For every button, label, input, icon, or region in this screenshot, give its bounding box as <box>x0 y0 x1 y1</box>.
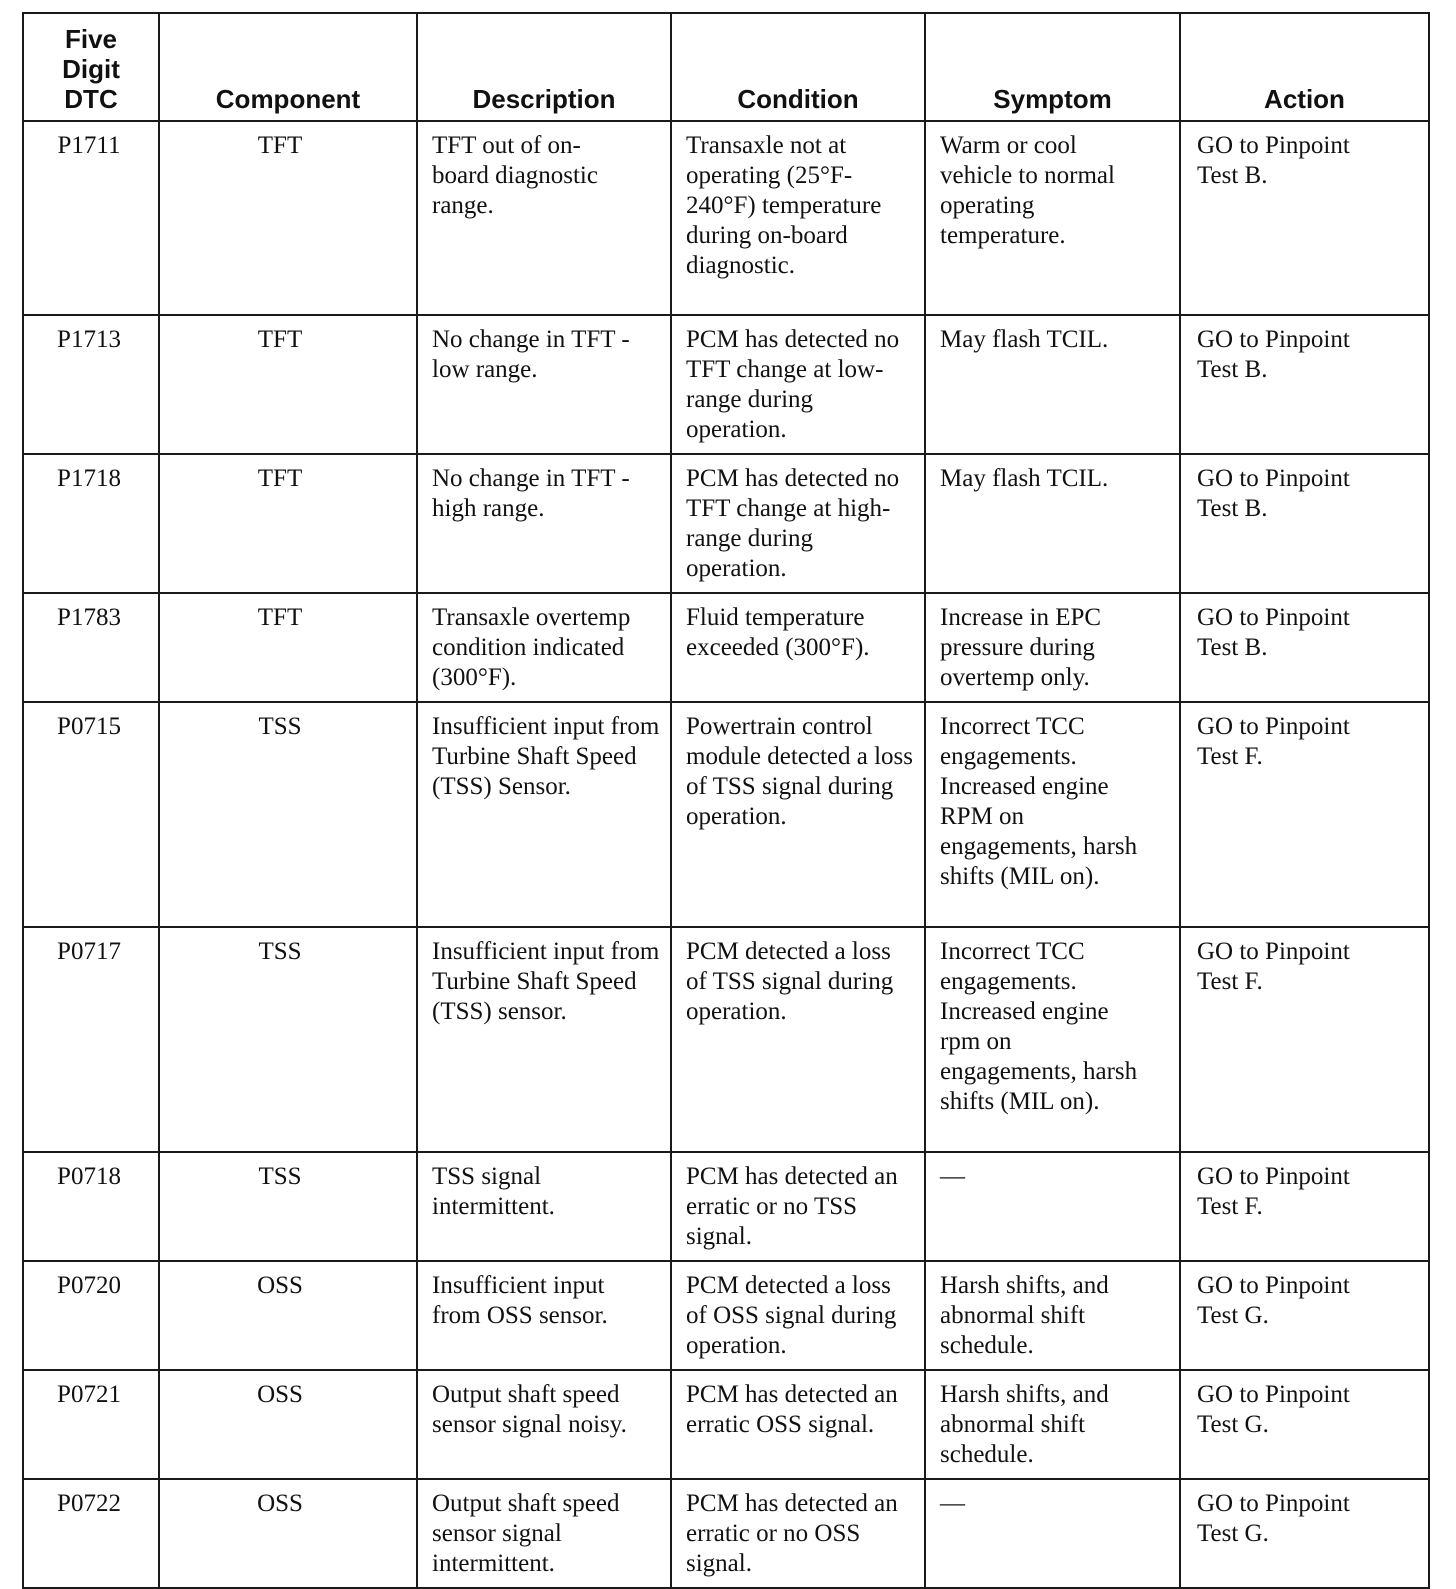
component-cell: TSS <box>159 702 417 927</box>
dtc-code: P1783 <box>23 593 159 702</box>
table-row <box>23 927 1429 1152</box>
description-cell: Transaxle overtemp condition indicated (300°F). <box>417 593 671 702</box>
header-condition: Condition <box>671 13 925 121</box>
action-cell: GO to Pinpoint Test F. <box>1180 702 1429 927</box>
action-cell: GO to Pinpoint Test F. <box>1180 1152 1429 1261</box>
action-cell: GO to Pinpoint Test B. <box>1180 593 1429 702</box>
table-row <box>23 593 1429 702</box>
component-cell: TFT <box>159 593 417 702</box>
table-row <box>23 121 1429 315</box>
component-cell: OSS <box>159 1261 417 1370</box>
component-cell: TFT <box>159 454 417 593</box>
description-cell: TSS signal intermittent. <box>417 1152 671 1261</box>
description-cell: Insufficient input from Turbine Shaft Speed (TSS) sensor. <box>417 927 671 1152</box>
description-cell: Insufficient input from Turbine Shaft Speed (TSS) Sensor. <box>417 702 671 927</box>
action-cell: GO to Pinpoint Test G. <box>1180 1479 1429 1588</box>
table-row <box>23 1152 1429 1261</box>
action-cell: GO to Pinpoint Test B. <box>1180 454 1429 593</box>
dtc-code: P0715 <box>23 702 159 927</box>
symptom-cell: Warm or cool vehicle to normal operating temperature. <box>925 121 1180 315</box>
action-cell: GO to Pinpoint Test F. <box>1180 927 1429 1152</box>
symptom-cell: Harsh shifts, and abnormal shift schedule. <box>925 1261 1180 1370</box>
dtc-code: P1713 <box>23 315 159 454</box>
symptom-cell: May flash TCIL. <box>925 315 1180 454</box>
condition-cell: PCM has detected no TFT change at high-range during operation. <box>671 454 925 593</box>
action-cell: GO to Pinpoint Test G. <box>1180 1261 1429 1370</box>
condition-cell: PCM has detected an erratic OSS signal. <box>671 1370 925 1479</box>
condition-cell: PCM has detected an erratic or no TSS signal. <box>671 1152 925 1261</box>
dtc-code: P0717 <box>23 927 159 1152</box>
symptom-cell: — <box>925 1479 1180 1588</box>
table-row <box>23 315 1429 454</box>
symptom-cell: Increase in EPC pressure during overtemp only. <box>925 593 1180 702</box>
symptom-cell: May flash TCIL. <box>925 454 1180 593</box>
dtc-code: P0722 <box>23 1479 159 1588</box>
table-row <box>23 702 1429 927</box>
symptom-cell: — <box>925 1152 1180 1261</box>
condition-cell: Powertrain control module detected a loss of TSS signal during operation. <box>671 702 925 927</box>
symptom-cell: Harsh shifts, and abnormal shift schedule. <box>925 1370 1180 1479</box>
header-code: Five Digit DTC <box>23 13 159 121</box>
condition-cell: Fluid temperature exceeded (300°F). <box>671 593 925 702</box>
component-cell: TSS <box>159 1152 417 1261</box>
condition-cell: PCM has detected an erratic or no OSS signal. <box>671 1479 925 1588</box>
symptom-cell: Incorrect TCC engagements. Increased engine rpm on engagements, harsh shifts (MIL on). <box>925 927 1180 1152</box>
component-cell: TSS <box>159 927 417 1152</box>
dtc-code: P1711 <box>23 121 159 315</box>
header-description: Description <box>417 13 671 121</box>
table-row <box>23 1370 1429 1479</box>
description-cell: Output shaft speed sensor signal noisy. <box>417 1370 671 1479</box>
condition-cell: PCM detected a loss of OSS signal during operation. <box>671 1261 925 1370</box>
dtc-code: P0721 <box>23 1370 159 1479</box>
component-cell: OSS <box>159 1370 417 1479</box>
table-row <box>23 454 1429 593</box>
condition-cell: PCM detected a loss of TSS signal during operation. <box>671 927 925 1152</box>
header-component: Component <box>159 13 417 121</box>
component-cell: OSS <box>159 1479 417 1588</box>
action-cell: GO to Pinpoint Test B. <box>1180 121 1429 315</box>
condition-cell: PCM has detected no TFT change at low-range during operation. <box>671 315 925 454</box>
action-cell: GO to Pinpoint Test B. <box>1180 315 1429 454</box>
dtc-code: P0718 <box>23 1152 159 1261</box>
description-cell: No change in TFT - high range. <box>417 454 671 593</box>
header-row <box>23 13 1429 121</box>
table-row <box>23 1479 1429 1588</box>
description-cell: Insufficient input from OSS sensor. <box>417 1261 671 1370</box>
dtc-table <box>22 12 1430 1589</box>
dtc-code: P0720 <box>23 1261 159 1370</box>
component-cell: TFT <box>159 315 417 454</box>
description-cell: TFT out of on-board diagnostic range. <box>417 121 671 315</box>
description-cell: Output shaft speed sensor signal intermittent. <box>417 1479 671 1588</box>
header-symptom: Symptom <box>925 13 1180 121</box>
action-cell: GO to Pinpoint Test G. <box>1180 1370 1429 1479</box>
table-row <box>23 1261 1429 1370</box>
symptom-cell: Incorrect TCC engagements. Increased engine RPM on engagements, harsh shifts (MIL on). <box>925 702 1180 927</box>
condition-cell: Transaxle not at operating (25°F-240°F) temperature during on-board diagnostic. <box>671 121 925 315</box>
component-cell: TFT <box>159 121 417 315</box>
header-action: Action <box>1180 13 1429 121</box>
description-cell: No change in TFT - low range. <box>417 315 671 454</box>
dtc-code: P1718 <box>23 454 159 593</box>
